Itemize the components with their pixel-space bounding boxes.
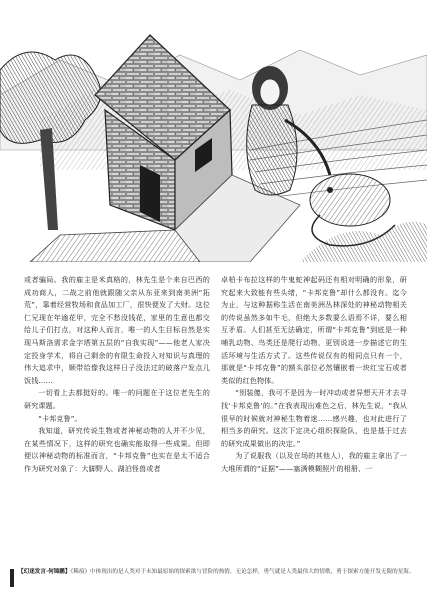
footer-bar-marker xyxy=(10,569,14,587)
header-illustration xyxy=(0,0,427,262)
paragraph: 一切看上去都挺好的。唯一的问题在于这位老先生的研究课题。 xyxy=(24,388,210,410)
paragraph: 我知道，研究传说生物或者神秘动物的人并不少见，在某些情况下，这样的研究也确实能取得一些成果。但即便以神秘动物的标准而言，“卡邦克鲁”也实在是太不适合作为研究对象了：大脚野人、湖泊怪兽或者 xyxy=(24,426,210,473)
footer-tag: 【幻迷发言·何锦鹏】 xyxy=(18,569,71,575)
paragraph: “卡邦克鲁”。 xyxy=(38,413,82,423)
paragraph: 或者骗局。我的雇主是米真格的，林先生是个来自巴西的成功商人，二战之前他就跟随父亲从东亚来到南美洲“拓荒”，靠着经营牧场和食品加工厂，很快便发了大财。这位仁兄现在年逾花甲，完全不愁没钱花，家里的生意也都交给儿子们打点，对这种人而言，唯一的人生目标自然是实现马斯洛需求金字塔第五层的“自我实现”——他老人家决定投身学术，将自己剩余的有限生命投入对知识与真理的伟大追求中，顺带给像我这样日子没法过的破落户发点儿饭钱…… xyxy=(24,275,210,385)
paragraph: “别装傻，我可不是因为一时冲动或者异想天开才去寻找‘卡邦克鲁’的。”在我表现出难色之后，林先生说，“我从很早的时候就对神秘生物着迷……感兴趣，也对此进行了相当多的研究。这次下定决心组织探险队，也是基于过去的研究成果做出的决定。” xyxy=(221,388,407,448)
article-left-column xyxy=(24,274,210,476)
article-right-column xyxy=(221,274,407,476)
reader-comment-footer xyxy=(10,568,420,577)
footer-comment: 《稀痕》中体现出的是人类对于未知最原始的探索欲与冒险的热情，无论怎样，勇气就是人类最伟大的情歌，勇于探索方能开发无限的星海。 xyxy=(70,569,415,575)
paragraph: 为了说服我（以及在场的其他人），我的雇主拿出了一大堆所谓的“证据”——塞满模糊照片的相册、一 xyxy=(221,451,407,473)
paragraph: 卓柏卡布拉这样的牛鬼蛇神起码还有相对明确的形象，研究起来大致能有些头绪，“卡邦克鲁”却什么都没有。迄今为止，与这种据称生活在南美洲丛林深处的神秘动物相关的传说虽然多如牛毛，但绝大多数要么语焉不详，要么相互矛盾。人们甚至无法确定，所谓“卡邦克鲁”到底是一种哺乳动物、鸟类还是爬行动物，更别说进一步描述它的生活环境与生活方式了。这些传说仅有的相同点只有一个，那就是“卡邦克鲁”的额头部位必然镶嵌着一块红宝石或者类似的红色物体。 xyxy=(221,275,407,385)
